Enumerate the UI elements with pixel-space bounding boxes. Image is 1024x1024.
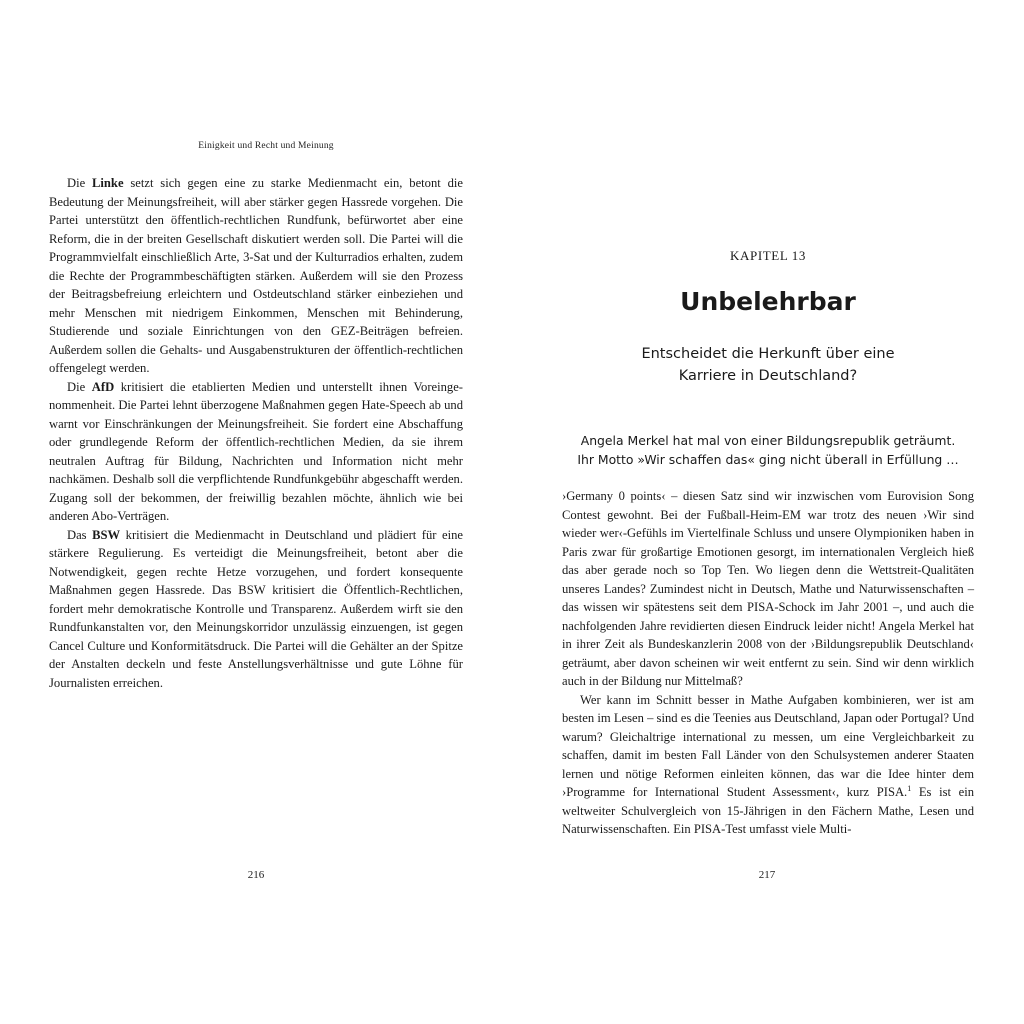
- right-body-text: [562, 487, 974, 839]
- chapter-teaser: [562, 431, 974, 469]
- paragraph-lead: Das: [67, 527, 93, 542]
- teaser-line: Angela Merkel hat mal von einer Bildungsrepublik geträumt.: [580, 433, 956, 448]
- chapter-label: KAPITEL 13: [730, 248, 806, 263]
- footnote-mark[interactable]: 1: [907, 783, 912, 793]
- paragraph-lead: Die: [67, 379, 92, 394]
- running-head: Einigkeit und Recht und Meinung: [198, 141, 334, 151]
- paragraph-text: kritisiert die etablierten Medien und unterstellt ihnen Voreingenommenheit. Die Partei lehnt überzogene Maßnahmen gegen Hate-Speech ab und warnt vor Einschränkungen der Meinungsfreiheit. Sie fordert eine Abschaffung oder grundlegende Reform der öffentlich-rechtlichen Medien, da sie ihrem neutralen Auftrag für Bildung, Nachrichten und Information nicht mehr nachkämen. Deshalb soll die verpflichtende Rundfunkgebühr abgeschafft werden. Zugang soll der bekommen, der freiwillig bezahlen möchte, ähnlich wie bei anderen Abo-Verträgen.: [49, 379, 463, 523]
- paragraph-pisa: [562, 691, 974, 839]
- party-name-bsw: BSW: [92, 527, 121, 542]
- chapter-title: Unbelehrbar: [680, 287, 856, 316]
- chapter-subtitle-line: Karriere in Deutschland?: [678, 368, 858, 384]
- paragraph-text: Wer kann im Schnitt besser in Mathe Aufgaben kombinieren, wer ist am besten im Lesen – sind es die Teenies aus Deutschland, Japan oder Portugal? Und warum? Gleichaltrige international zu messen, um eine Vergleichbarkeit zu schaffen, damit im besten Fall Länder von den Schulsystemen anderer Staaten lernen und nötige Reformen einleiten können, das war die Idee hinter dem ›Programme for International Student Assessment‹, kurz PISA.: [562, 692, 974, 799]
- paragraph-linke: [49, 174, 463, 378]
- chapter-subtitle: [592, 343, 944, 387]
- left-body-text: [49, 174, 463, 692]
- paragraph-afd: [49, 378, 463, 526]
- paragraph-intro: ›Germany 0 points‹ – diesen Satz sind wir inzwischen vom Eurovision Song Contest gewohnt. Bei der Fußball-Heim-EM war trotz des neuen ›Wir sind wieder wer‹-Gefühls im Viertelfinale Schluss und unsere Olympioniken haben in Paris zwar für großartige Emotionen gesorgt, im internationalen Vergleich hieß das aber gerade noch so Top Ten. Wo liegen denn die Wettstreit-Qualitäten unseres Landes? Zumindest nicht in Deutsch, Mathe und Naturwissenschaften – das wissen wir spätestens seit dem PISA-Schock im Jahr 2001 –, und auch die nachfolgenden Jahre revidierten diesen Eindruck leider nicht! Angela Merkel hat in ihrer Zeit als Bundeskanzlerin 2008 von der ›Bildungsrepublik Deutschland‹ geträumt, aber davon scheinen wir weit entfernt zu sein. Sind wir denn wirklich auch in der Bildung nur Mittelmaß?: [562, 489, 974, 688]
- paragraph-text: kritisiert die Medienmacht in Deutschland und plädiert für eine stärkere Regulierung. Es verteidigt die Meinungsfreiheit, betont aber die Notwendigkeit, gegen rechte Hetze vorzugehen, und fordert konsequente Maßnahmen gegen Hassrede. Das BSW kritisiert die Öffentlich-Rechtlichen, fordert mehr demokratische Kontrolle und Transparenz. Außerdem wirft sie den Rundfunkanstalten vor, den Meinungskorridor unzulässig einzuengen, ist gegen Cancel Culture und Konformitätsdruck. Die Partei will die Gehälter an der Spitze der Anstalten deckeln und feste Anstellungsverhältnisse und gute Löhne für Journalisten erreichen.: [49, 527, 463, 690]
- chapter-subtitle-line: Entscheidet die Herkunft über eine: [641, 346, 895, 362]
- page-number-left: 216: [247, 869, 265, 881]
- party-name-linke: Linke: [92, 176, 124, 190]
- paragraph-text: setzt sich gegen eine zu starke Medienmacht ein, betont die Bedeutung der Meinungsfreiheit, will aber stärker gegen Hassrede vorgehen. Die Partei unterstützt den öffentlich-rechtlichen Rundfunk, befürwortet aber eine Reform, die in der breiten Gesellschaft diskutiert werden soll. Die Partei will die Programmvielfalt einschließlich Arte, 3-Sat und der Kulturradios erhalten, zudem die Rechte der Programmbeschäftigten stärken. Außerdem will sie den Prozess der Beitragsbefreiung erleichtern und Ostdeutschland stärker einbeziehen und mehr Menschen mit niedrigem Einkommen, Menschen mit Behinderung, Studierende und soziale Einrichtungen von den GEZ-Beiträgen befreien. Außerdem sollen die Gehalts- und Ausgabenstrukturen der öffentlich-rechtlichen offengelegt werden.: [49, 176, 463, 375]
- paragraph-text: Es ist ein weltweiter Schulvergleich von 15-Jährigen in den Fächern Mathe, Lesen und Naturwissenschaften. Ein PISA-Test umfasst viele Multi-: [562, 785, 975, 836]
- paragraph-bsw: [49, 526, 463, 693]
- paragraph-lead: Die: [67, 176, 93, 190]
- teaser-line: Ihr Motto »Wir schaffen das« ging nicht überall in Erfüllung …: [577, 452, 959, 467]
- page-number-right: 217: [758, 869, 776, 881]
- party-name-afd: AfD: [91, 379, 115, 394]
